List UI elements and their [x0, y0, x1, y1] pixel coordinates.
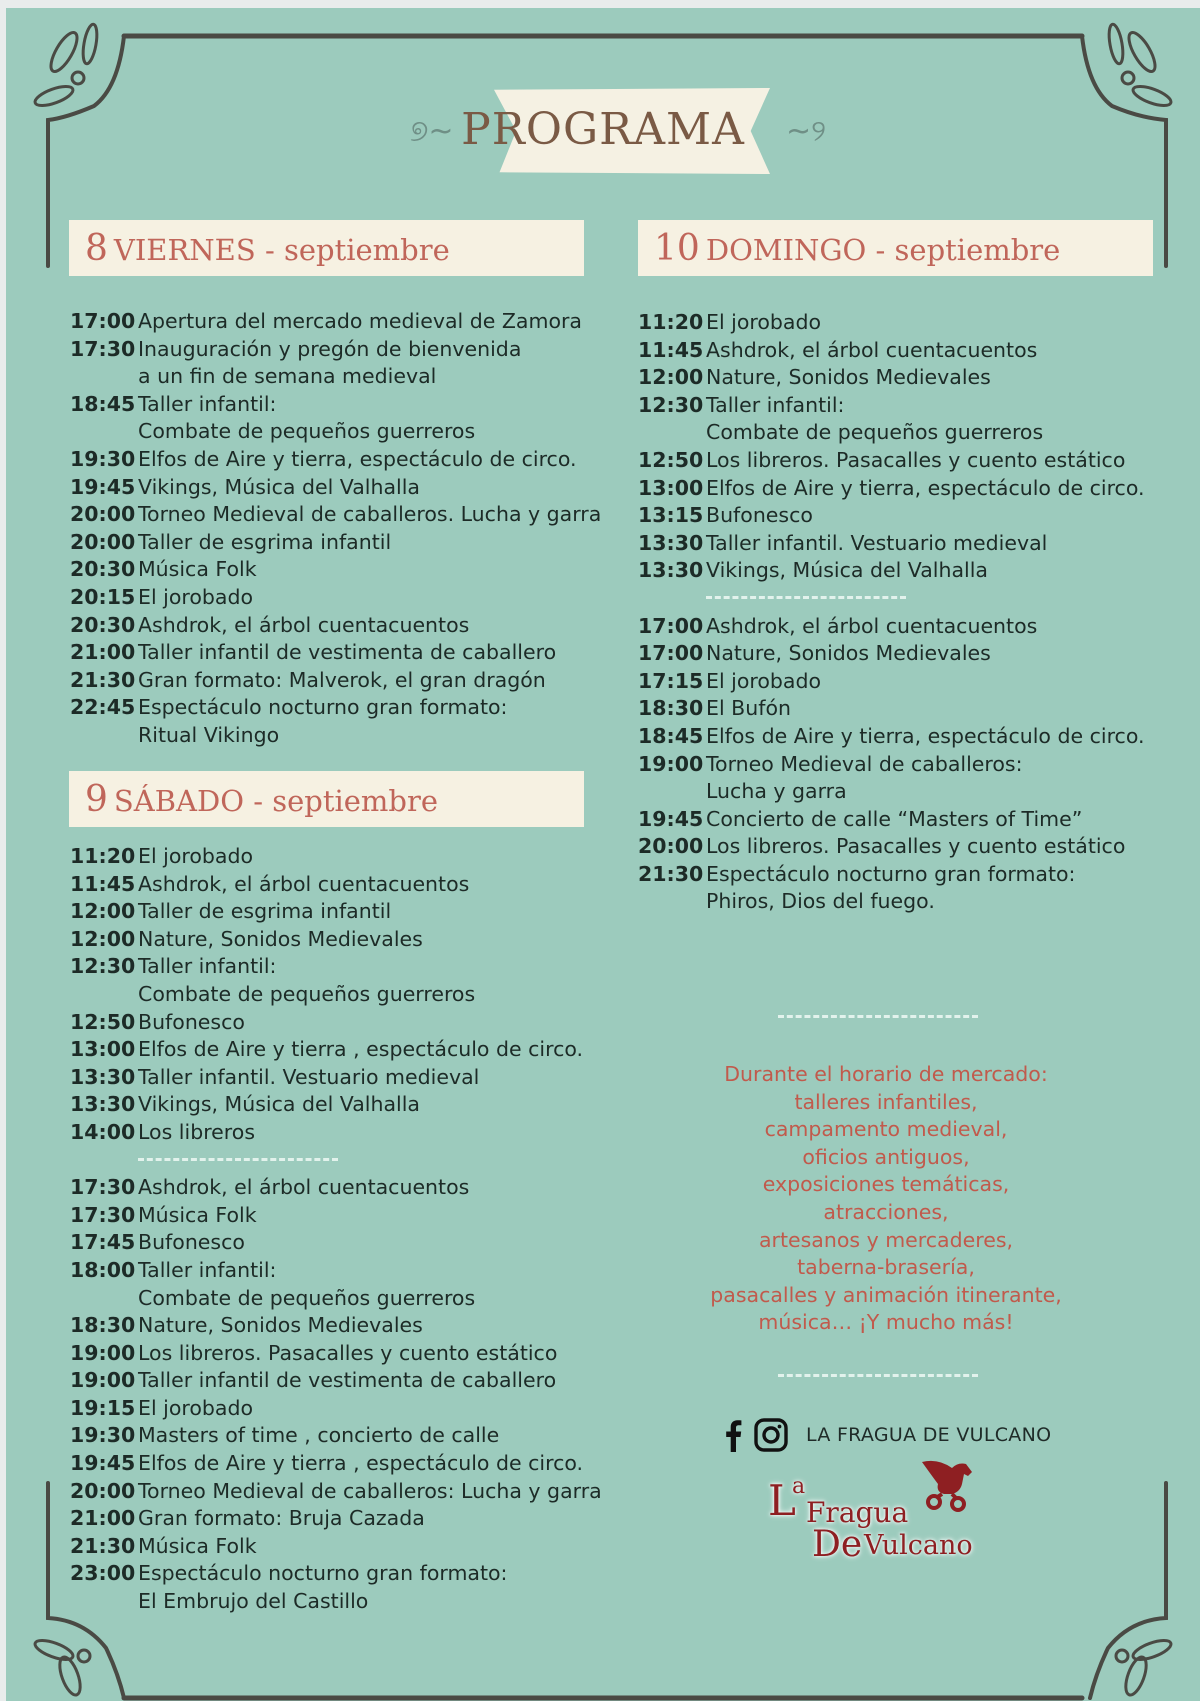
event-row-continuation: Ritual Vikingo [138, 722, 280, 747]
divider-bottom [778, 1374, 978, 1377]
divider-top [778, 1015, 978, 1018]
schedule-friday [70, 308, 601, 750]
event-row: 21:00 Gran formato: Bruja Cazada [70, 1506, 425, 1531]
event-row: 20:00 Los libreros. Pasacalles y cuento estático [638, 834, 1126, 859]
day-header-saturday [69, 771, 584, 827]
event-row: 19:45 Vikings, Música del Valhalla [70, 474, 420, 499]
event-row: 13:00 Elfos de Aire y tierra , espectáculo de circo. [70, 1037, 584, 1062]
event-row: 17:00 Apertura del mercado medieval de Zamora [70, 309, 582, 333]
event-row: 11:45 Ashdrok, el árbol cuentacuentos [70, 871, 470, 896]
event-row: 17:30 Música Folk [70, 1202, 257, 1227]
event-row: 18:30 El Bufón [638, 696, 791, 721]
event-row: 13:00 Elfos de Aire y tierra, espectáculo de circo. [638, 475, 1145, 500]
day-header-friday [69, 220, 584, 276]
event-row: 20:30 Música Folk [70, 557, 257, 582]
session-divider [70, 1147, 602, 1175]
event-row: 13:30 Taller infantil. Vestuario medieval [70, 1064, 480, 1089]
event-row: 12:30 Taller infantil: [638, 392, 845, 417]
event-row: 17:30 Ashdrok, el árbol cuentacuentos [70, 1175, 470, 1200]
event-row: 23:00 Espectáculo nocturno gran formato: [70, 1561, 508, 1586]
event-row: 18:30 Nature, Sonidos Medievales [70, 1313, 423, 1338]
swirl-ornament-right-icon: ~୨ [786, 114, 827, 149]
event-row: 19:15 El jorobado [70, 1395, 254, 1420]
month: - septiembre [253, 784, 439, 818]
event-row: 18:00 Taller infantil: [70, 1257, 277, 1282]
instagram-icon[interactable] [754, 1418, 788, 1452]
social-handle[interactable]: LA FRAGUA DE VULCANO [806, 1424, 1052, 1446]
event-row: 13:15 Bufonesco [638, 503, 813, 528]
day-header-sunday [638, 220, 1153, 276]
event-row: 19:30 Elfos de Aire y tierra, espectáculo de circo. [70, 446, 577, 471]
event-row: 21:00 Taller infantil de vestimenta de caballero [70, 640, 557, 665]
event-row: 17:15 El jorobado [638, 668, 822, 693]
event-row: 20:30 Ashdrok, el árbol cuentacuentos [70, 612, 470, 637]
event-row: 17:45 Bufonesco [70, 1230, 245, 1255]
swirl-ornament-left-icon: ୭~ [410, 114, 454, 149]
event-row: 11:20 El jorobado [638, 310, 822, 334]
event-row: 21:30 Espectáculo nocturno gran formato: [638, 861, 1076, 886]
social-links [724, 1418, 1051, 1452]
event-row: 19:45 Concierto de calle “Masters of Time” [638, 806, 1083, 831]
page-title: PROGRAMA [461, 104, 745, 155]
event-row: 17:30 Inauguración y pregón de bienvenida [70, 336, 522, 361]
event-row-continuation: Phiros, Dios del fuego. [706, 889, 935, 914]
event-row-continuation: Combate de pequeños guerreros [706, 420, 1044, 445]
market-hours-notes: Durante el horario de mercado: talleres infantiles, campamento medieval, oficios antiguos, exposiciones temáticas, atracciones, artesanos y mercaderes, taberna-brasería, pasacalles y animación itinerante, música… ¡Y mucho más! [710, 1062, 1062, 1335]
event-row: 19:00 Torneo Medieval de caballeros: [638, 751, 1023, 776]
day-number: 8 [85, 228, 108, 269]
event-row: 20:00 Taller de esgrima infantil [70, 529, 392, 554]
month: - septiembre [875, 233, 1061, 267]
weekday: VIERNES [113, 233, 256, 267]
event-row: 19:00 Taller infantil de vestimenta de caballero [70, 1368, 557, 1393]
facebook-icon[interactable] [724, 1418, 742, 1452]
event-row: 22:45 Espectáculo nocturno gran formato: [70, 695, 508, 720]
schedule-sunday [638, 309, 1145, 916]
event-row: 11:45 Ashdrok, el árbol cuentacuentos [638, 337, 1038, 362]
event-row: 21:30 Música Folk [70, 1533, 257, 1558]
weekday: DOMINGO [705, 233, 867, 267]
event-row: 17:00 Ashdrok, el árbol cuentacuentos [638, 613, 1038, 638]
event-row: 14:00 Los libreros [70, 1119, 255, 1144]
weekday: SÁBADO [113, 784, 244, 818]
schedule-saturday [70, 843, 602, 1616]
pegasus-icon [918, 1454, 982, 1518]
event-row: 18:45 Elfos de Aire y tierra, espectáculo de circo. [638, 723, 1145, 748]
event-row-continuation: Lucha y garra [706, 779, 847, 804]
event-row: 19:00 Los libreros. Pasacalles y cuento estático [70, 1340, 558, 1365]
event-row: 19:45 Elfos de Aire y tierra , espectáculo de circo. [70, 1451, 584, 1476]
la-fragua-de-vulcano-logo: L a Fragua De Vulcano [768, 1468, 998, 1578]
event-row: 12:50 Bufonesco [70, 1009, 245, 1034]
event-row-continuation: a un fin de semana medieval [138, 364, 437, 389]
day-number: 9 [85, 779, 108, 820]
event-row: 20:00 Torneo Medieval de caballeros: Lucha y garra [70, 1478, 602, 1503]
event-row: 13:30 Vikings, Música del Valhalla [70, 1092, 420, 1117]
month: - septiembre [264, 233, 450, 267]
session-divider [638, 585, 1145, 613]
event-row: 17:00 Nature, Sonidos Medievales [638, 641, 991, 666]
event-row-continuation: El Embrujo del Castillo [138, 1589, 369, 1614]
event-row: 12:50 Los libreros. Pasacalles y cuento estático [638, 447, 1126, 472]
event-row: 18:45 Taller infantil: [70, 391, 277, 416]
event-row-continuation: Combate de pequeños guerreros [138, 419, 476, 444]
event-row: 20:15 El jorobado [70, 584, 254, 609]
event-row: 11:20 El jorobado [70, 844, 254, 868]
event-row: 13:30 Taller infantil. Vestuario medieval [638, 530, 1048, 555]
event-row: 12:00 Taller de esgrima infantil [70, 899, 392, 924]
event-row: 12:30 Taller infantil: [70, 954, 277, 979]
program-poster [6, 8, 1200, 1701]
day-number: 10 [654, 228, 700, 269]
event-row: 19:30 Masters of time , concierto de calle [70, 1423, 500, 1448]
event-row-continuation: Combate de pequeños guerreros [138, 981, 476, 1006]
event-row: 12:00 Nature, Sonidos Medievales [70, 926, 423, 951]
event-row: 13:30 Vikings, Música del Valhalla [638, 558, 988, 583]
event-row-continuation: Combate de pequeños guerreros [138, 1285, 476, 1310]
event-row: 20:00 Torneo Medieval de caballeros. Lucha y garra [70, 502, 602, 527]
event-row: 12:00 Nature, Sonidos Medievales [638, 365, 991, 390]
event-row: 21:30 Gran formato: Malverok, el gran dragón [70, 667, 546, 692]
